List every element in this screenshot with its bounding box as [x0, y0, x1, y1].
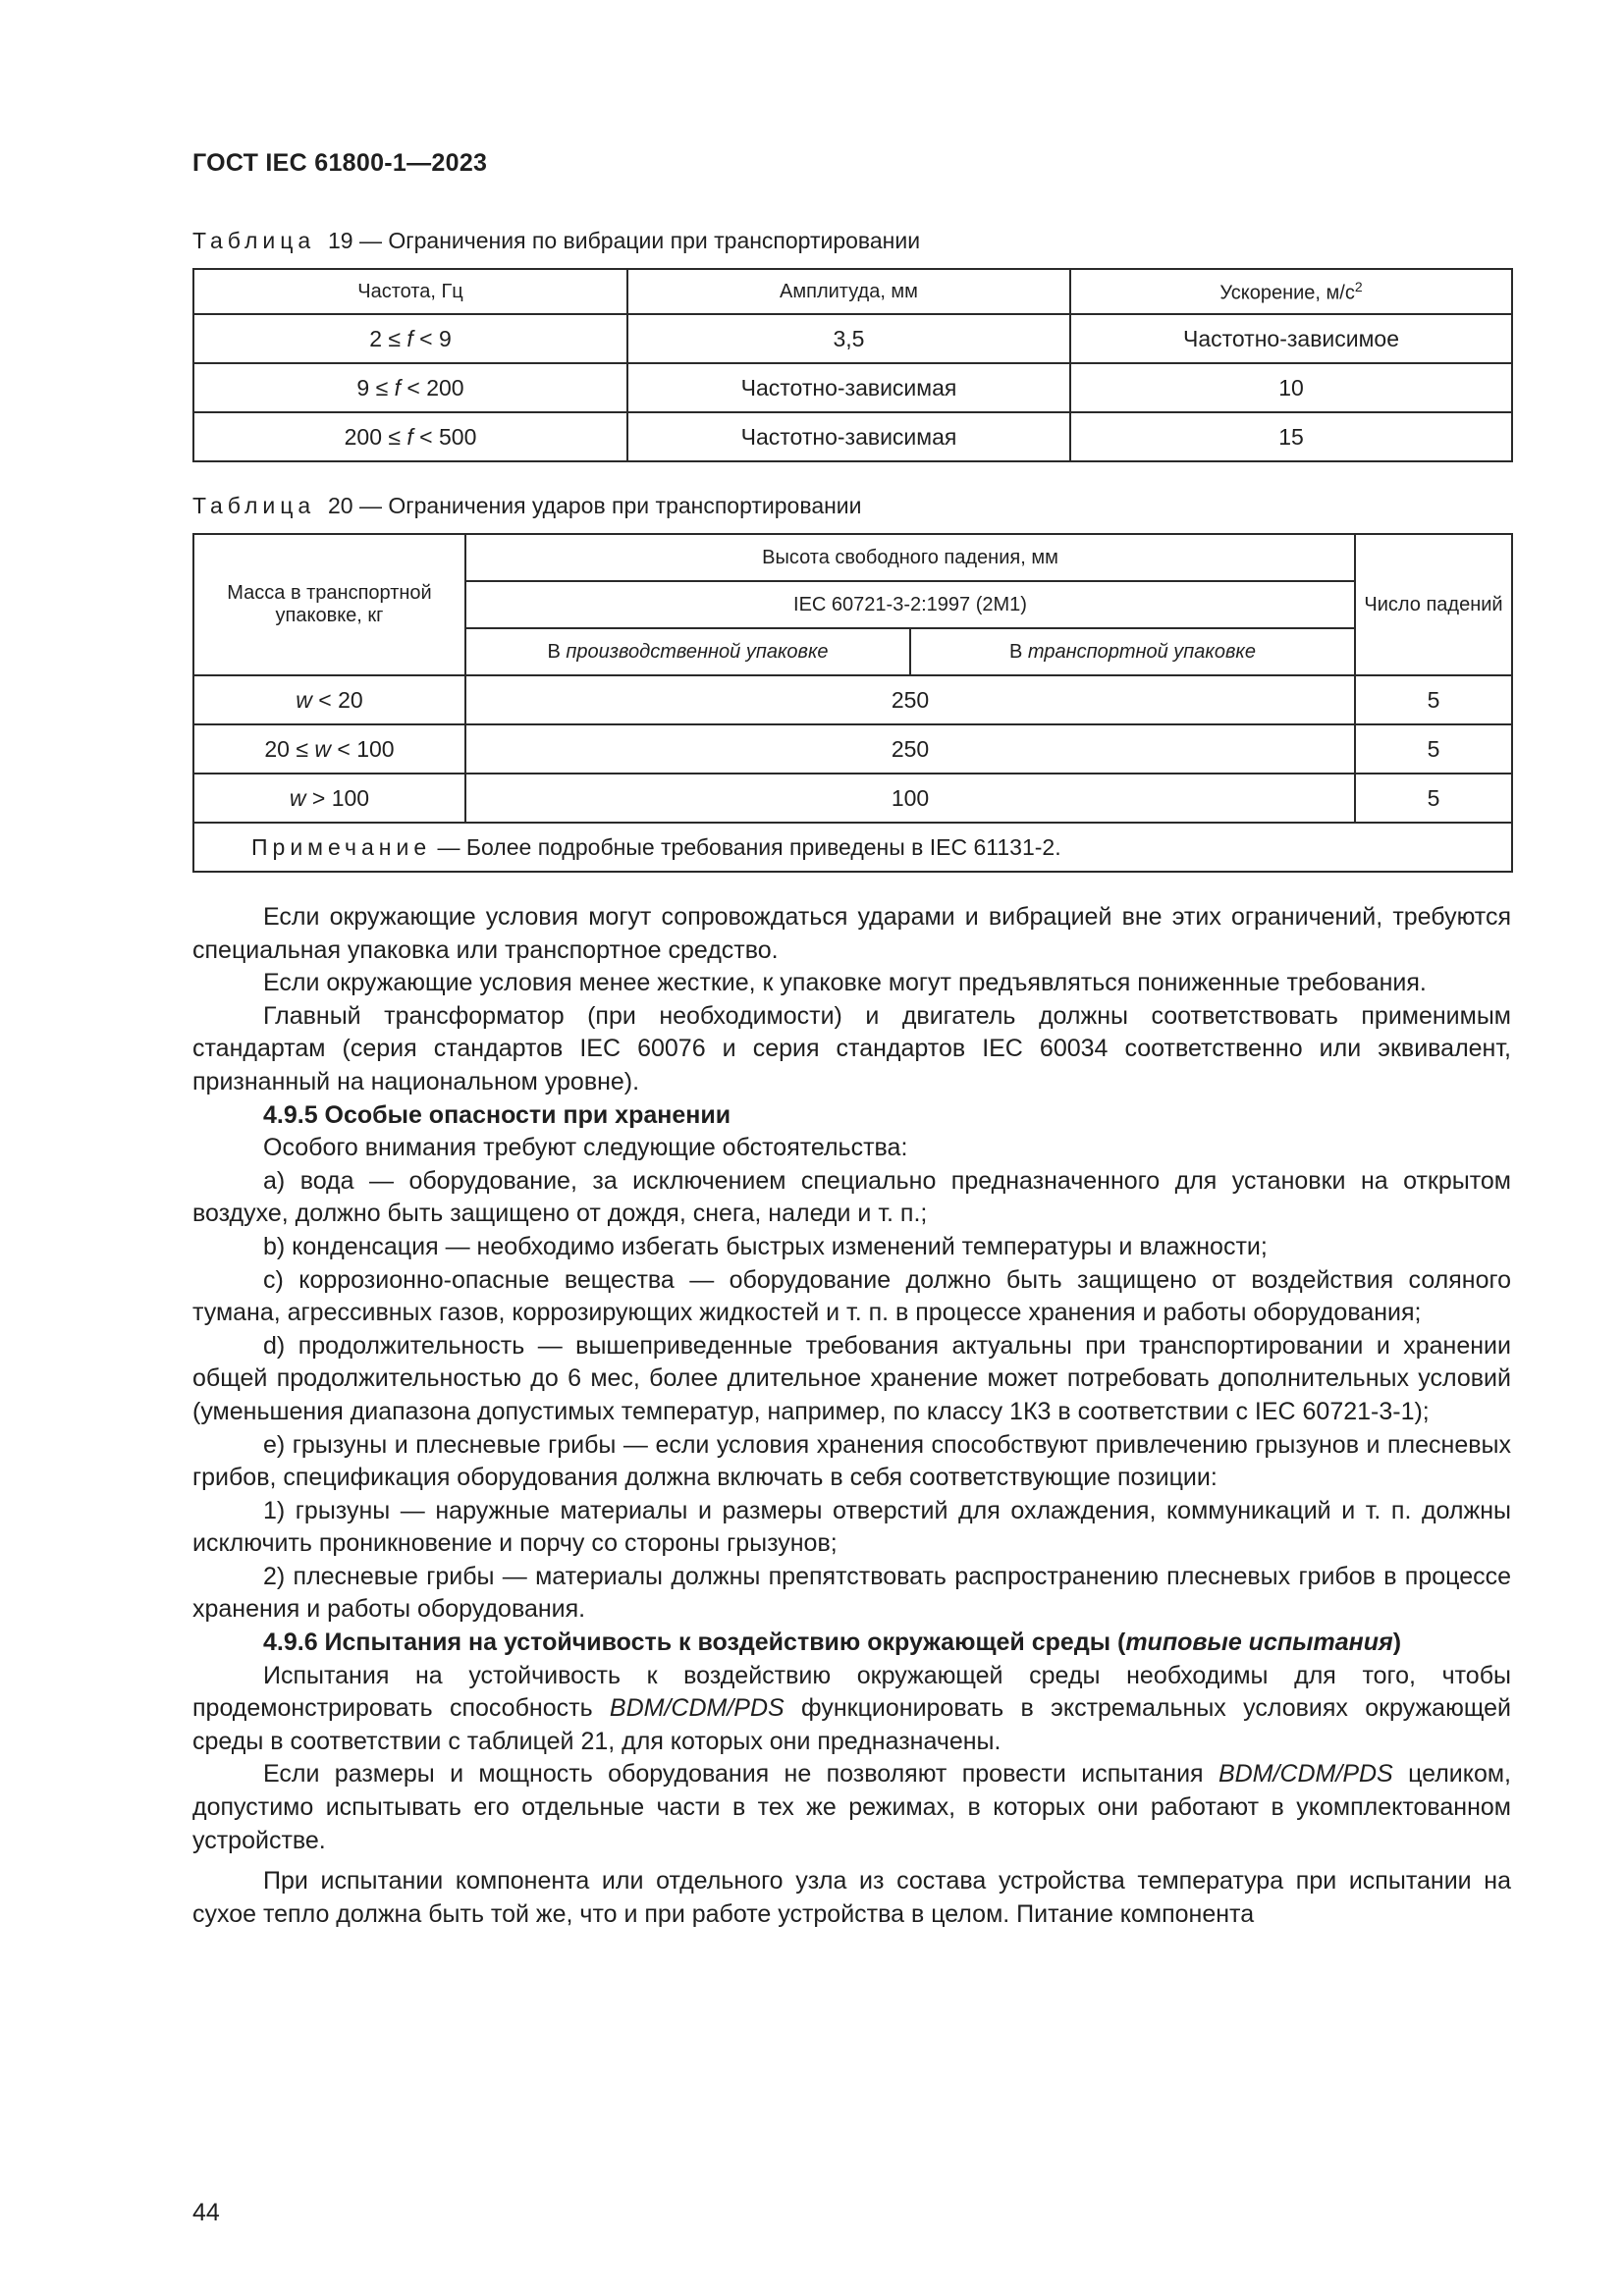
page-number: 44: [192, 2199, 220, 2226]
table20-header-transport-packaging: В транспортной упаковке: [910, 628, 1355, 675]
drops-cell: 5: [1355, 774, 1512, 823]
acceleration-cell: 15: [1070, 412, 1512, 461]
list-item: a) вода — оборудование, за исключением специально предназначенного для установки на открытом воздухе, должно быть защищено от дождя, снега, наледи и т. п.;: [192, 1166, 1511, 1228]
frequency-cell: 200 ≤ f < 500: [193, 412, 627, 461]
document-header: ГОСТ IEC 61800-1—2023: [192, 149, 488, 177]
table19-header-frequency: Частота, Гц: [193, 269, 627, 314]
table20-note-row: [193, 823, 1512, 872]
table20-label: Таблица: [192, 493, 316, 518]
paragraph: Если размеры и мощность оборудования не позволяют провести испытания BDM/CDM/PDS целиком, допустимо испытывать его отдельные части в тех же режимах, в которых они работают в укомплектованном устройстве.: [192, 1760, 1511, 1854]
mass-cell: 20 ≤ w < 100: [193, 724, 465, 774]
table19-header-row: [193, 269, 1512, 314]
paragraph: Испытания на устойчивость к воздействию окружающей среды необходимы для того, чтобы продемонстрировать способность BDM/CDM/PDS функционировать в экстремальных условиях окружающей среды в соответствии с таблицей 21, для которых они предназначены.: [192, 1661, 1511, 1755]
table20-caption: [192, 493, 862, 519]
list-item: d) продолжительность — вышеприведенные требования актуальны при транспортировании и хранении общей продолжительностью до 6 мес, более длительное хранение может потребовать дополнительных условий (уменьшения диапазона допустимых температур, например, по классу 1К3 в соответствии с IEC 60721-3-1);: [192, 1331, 1511, 1425]
table20-title: 20 — Ограничения ударов при транспортировании: [327, 493, 862, 518]
list-item: 1) грызуны — наружные материалы и размеры отверстий для охлаждения, коммуникаций и т. п. должны исключить проникновение и порчу со стороны грызунов;: [192, 1496, 1511, 1558]
table19-label: Таблица: [192, 228, 316, 253]
paragraph: Особого внимания требуют следующие обстоятельства:: [263, 1134, 908, 1162]
table19-header-acceleration: [1070, 269, 1512, 314]
paragraph: Если окружающие условия менее жесткие, к упаковке могут предъявляться пониженные требования.: [263, 969, 1427, 997]
table20-header-drops: Число падений: [1355, 534, 1512, 675]
amplitude-cell: Частотно-зависимая: [627, 412, 1070, 461]
table-row: [193, 724, 1512, 774]
frequency-cell: 2 ≤ f < 9: [193, 314, 627, 363]
table20-header-production-packaging: В производственной упаковке: [465, 628, 910, 675]
table-row: [193, 774, 1512, 823]
height-cell: 100: [465, 774, 1355, 823]
amplitude-cell: 3,5: [627, 314, 1070, 363]
note-text: — Более подробные требования приведены в IEC 61131-2.: [431, 833, 1061, 860]
table-row: [193, 363, 1512, 412]
table-row: [193, 314, 1512, 363]
acceleration-cell: 10: [1070, 363, 1512, 412]
list-item: c) коррозионно-опасные вещества — оборудование должно быть защищено от воздействия соляного тумана, агрессивных газов, коррозирующих жидкостей и т. п. в процессе хранения и работы оборудования;: [192, 1265, 1511, 1327]
table20-header-drop-height: Высота свободного падения, мм: [465, 534, 1355, 581]
table20-note: [193, 823, 1512, 872]
paragraph: При испытании компонента или отдельного узла из состава устройства температура при испытании на сухое тепло должна быть той же, что и при работе устройства в целом. Питание компонента: [192, 1867, 1511, 1928]
frequency-cell: 9 ≤ f < 200: [193, 363, 627, 412]
list-item: 2) плесневые грибы — материалы должны препятствовать распространению плесневых грибов в процессе хранения и работы оборудования.: [192, 1562, 1511, 1624]
table20-header-standard: IEC 60721-3-2:1997 (2M1): [465, 581, 1355, 628]
table20-header-mass: Масса в транспортной упаковке, кг: [193, 534, 465, 675]
drops-cell: 5: [1355, 724, 1512, 774]
height-cell: 250: [465, 675, 1355, 724]
height-cell: 250: [465, 724, 1355, 774]
mass-cell: w < 20: [193, 675, 465, 724]
acceleration-cell: Частотно-зависимое: [1070, 314, 1512, 363]
body-text: [192, 901, 1511, 1931]
table19-title: 19 — Ограничения по вибрации при транспортировании: [327, 228, 921, 253]
section-heading-4-9-6: 4.9.6 Испытания на устойчивость к воздействию окружающей среды (типовые испытания): [263, 1629, 1402, 1657]
drops-cell: 5: [1355, 675, 1512, 724]
table19-header-amplitude: Амплитуда, мм: [627, 269, 1070, 314]
amplitude-cell: Частотно-зависимая: [627, 363, 1070, 412]
table20-header-row: [193, 534, 1512, 581]
mass-cell: w > 100: [193, 774, 465, 823]
paragraph: Если окружающие условия могут сопровождаться ударами и вибрацией вне этих ограничений, требуются специальная упаковка или транспортное средство.: [192, 903, 1511, 964]
note-label: Примечание: [251, 833, 432, 860]
list-item: b) конденсация — необходимо избегать быстрых изменений температуры и влажности;: [263, 1232, 1268, 1260]
acceleration-unit: Ускорение, м/с: [1219, 282, 1355, 304]
acceleration-unit-power: 2: [1354, 278, 1363, 294]
paragraph: Главный трансформатор (при необходимости) и двигатель должны соответствовать применимым стандартам (серия стандартов IEC 60076 и серия стандартов IEC 60034 соответственно или эквивалент, признанный на национальном уровне).: [192, 1001, 1511, 1095]
table-row: [193, 412, 1512, 461]
section-heading-4-9-5: 4.9.5 Особые опасности при хранении: [263, 1100, 731, 1129]
table19-caption: [192, 228, 920, 254]
table-row: [193, 675, 1512, 724]
table19: [192, 268, 1513, 462]
table20: [192, 533, 1513, 873]
list-item: e) грызуны и плесневые грибы — если условия хранения способствуют привлечению грызунов и плесневых грибов, спецификация оборудования должна включать в себя соответствующие позиции:: [192, 1430, 1511, 1492]
